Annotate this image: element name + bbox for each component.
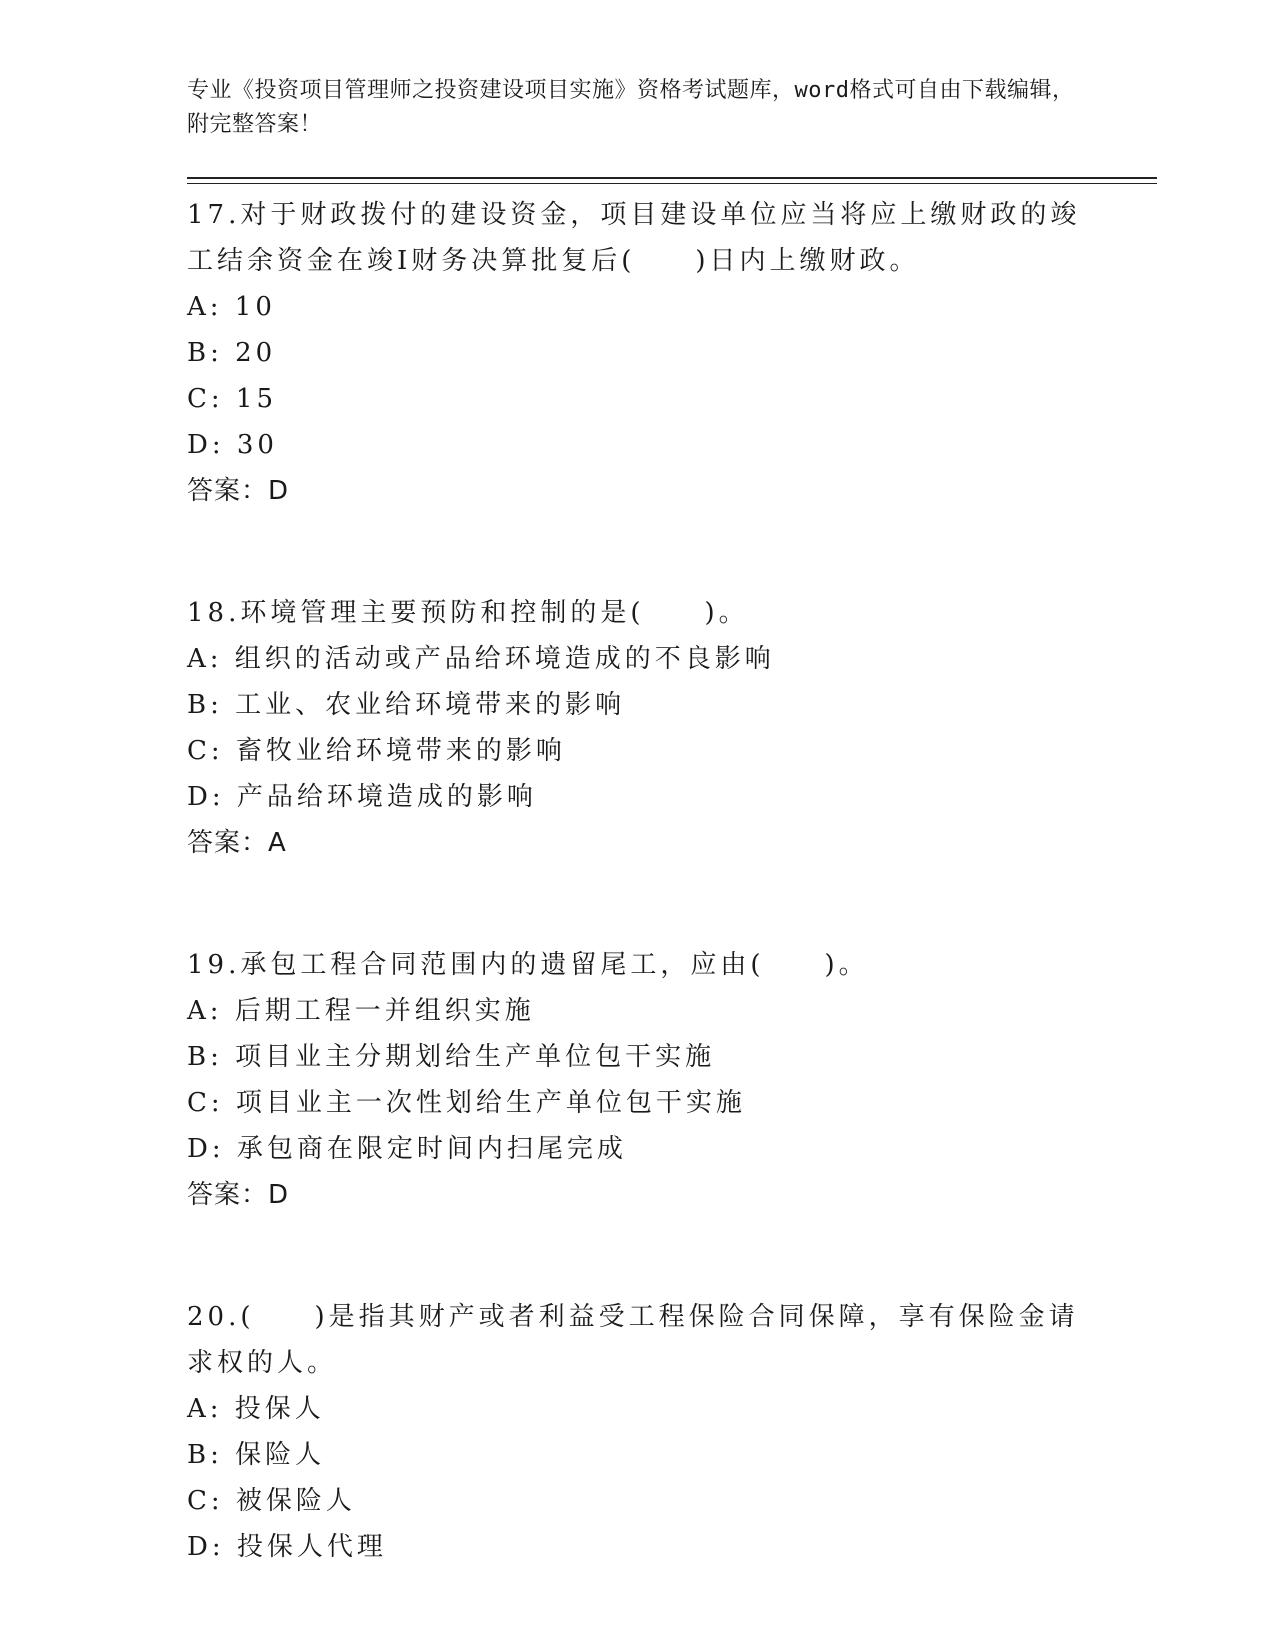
header-divider	[187, 177, 1157, 184]
option-a: A: 投保人	[187, 1394, 325, 1424]
question-19	[187, 942, 1087, 1218]
question-17	[187, 192, 1087, 514]
option-c: C: 畜牧业给环境带来的影响	[187, 736, 566, 766]
option-d: D: 投保人代理	[187, 1532, 387, 1562]
option-a: A: 后期工程一并组织实施	[187, 996, 535, 1026]
question-20	[187, 1294, 1087, 1570]
option-c: C: 项目业主一次性划给生产单位包干实施	[187, 1088, 746, 1118]
document-header: 专业《投资项目管理师之投资建设项目实施》资格考试题库，word格式可自由下载编辑，附完整答案！	[187, 78, 1075, 137]
option-d: D: 30	[187, 430, 278, 460]
option-d: D: 产品给环境造成的影响	[187, 782, 537, 812]
option-a: A: 组织的活动或产品给环境造成的不良影响	[187, 644, 775, 674]
option-c: C: 15	[187, 384, 278, 414]
option-b: B: 工业、农业给环境带来的影响	[187, 690, 626, 720]
option-b: B: 20	[187, 338, 277, 368]
option-a: A: 10	[187, 292, 276, 322]
question-stem: 20.( )是指其财产或者利益受工程保险合同保障，享有保险金请求权的人。	[187, 1302, 1079, 1378]
answer: 答案：D	[187, 476, 290, 506]
question-list	[187, 192, 1087, 1570]
question-stem: 19.承包工程合同范围内的遗留尾工，应由( )。	[187, 950, 869, 980]
question-stem: 17.对于财政拨付的建设资金，项目建设单位应当将应上缴财政的竣工结余资金在竣I财务决算批复后( )日内上缴财政。	[187, 200, 1081, 276]
answer: 答案：A	[187, 828, 287, 858]
option-c: C: 被保险人	[187, 1486, 356, 1516]
question-stem: 18.环境管理主要预防和控制的是( )。	[187, 598, 749, 628]
option-b: B: 项目业主分期划给生产单位包干实施	[187, 1042, 716, 1072]
option-b: B: 保险人	[187, 1440, 326, 1470]
answer: 答案：D	[187, 1180, 290, 1210]
option-d: D: 承包商在限定时间内扫尾完成	[187, 1134, 627, 1164]
question-18	[187, 590, 1087, 866]
